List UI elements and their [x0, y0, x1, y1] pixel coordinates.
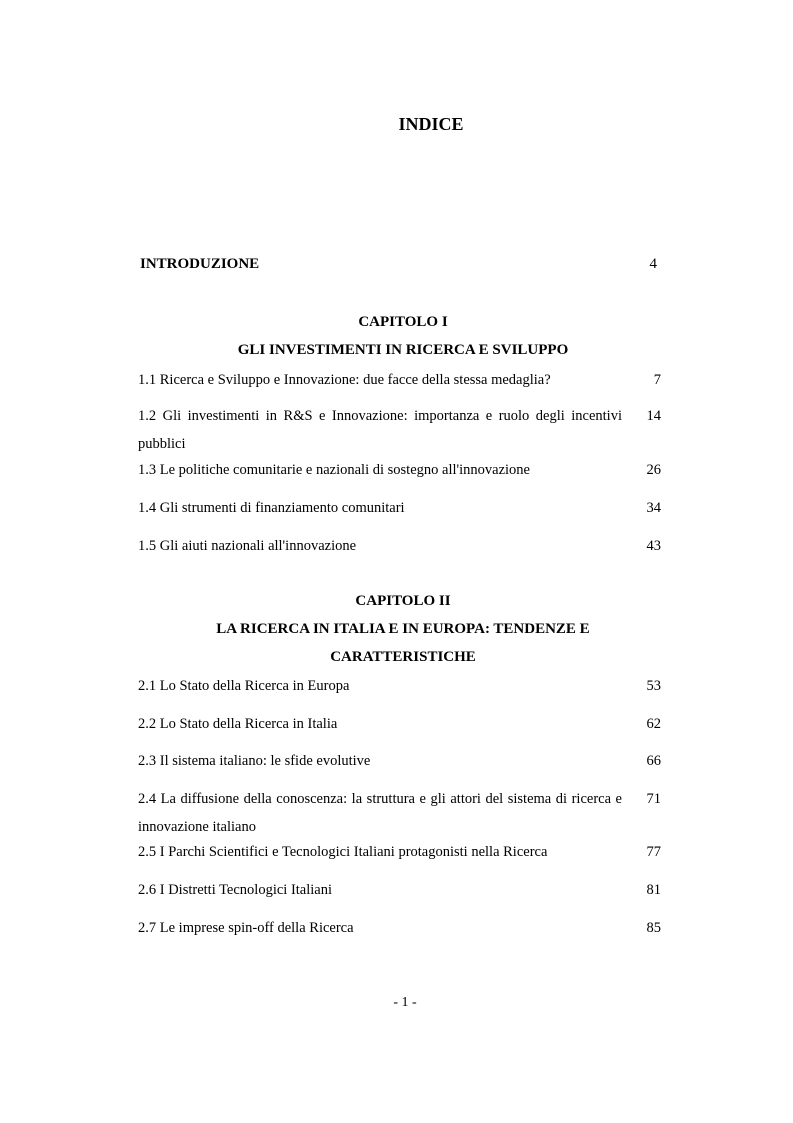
page-title: INDICE [398, 114, 464, 134]
toc-entry-2-3: 2.3 Il sistema italiano: le sfide evolutive [138, 753, 371, 769]
toc-page-1-5: 43 [646, 538, 661, 554]
toc-entry-1-2: 1.2 Gli investimenti in R&S e Innovazione: importanza e ruolo degli incentivi pubblici [138, 408, 622, 452]
chapter-2-title-line-2: CARATTERISTICHE [330, 649, 476, 665]
chapter-2-number: CAPITOLO II [355, 593, 451, 609]
toc-introduction-label: INTRODUZIONE [140, 256, 260, 272]
chapter-1-number: CAPITOLO I [358, 314, 448, 330]
toc-entry-2-7: 2.7 Le imprese spin-off della Ricerca [138, 920, 354, 936]
toc-page-1-3: 26 [646, 462, 661, 478]
chapter-2-title-line-1: LA RICERCA IN ITALIA E IN EUROPA: TENDENZE E [216, 621, 590, 637]
toc-page-2-5: 77 [646, 844, 661, 860]
toc-entry-1-3: 1.3 Le politiche comunitarie e nazionali di sostegno all'innovazione [138, 462, 530, 478]
page-number: - 1 - [393, 995, 417, 1010]
toc-page-2-7: 85 [646, 920, 661, 936]
toc-page-1-2: 14 [646, 408, 661, 424]
toc-entry-2-6: 2.6 I Distretti Tecnologici Italiani [138, 882, 333, 898]
toc-page-1-1: 7 [653, 372, 661, 388]
toc-entry-2-2: 2.2 Lo Stato della Ricerca in Italia [138, 716, 338, 732]
toc-entry-1-1: 1.1 Ricerca e Sviluppo e Innovazione: due facce della stessa medaglia? [138, 372, 551, 388]
toc-entry-2-1: 2.1 Lo Stato della Ricerca in Europa [138, 678, 350, 694]
toc-entry-2-4: 2.4 La diffusione della conoscenza: la struttura e gli attori del sistema di ricerca e innovazione italiano [138, 791, 622, 835]
toc-page-2-4: 71 [646, 791, 661, 807]
toc-page-2-3: 66 [646, 753, 661, 769]
chapter-1-title: GLI INVESTIMENTI IN RICERCA E SVILUPPO [237, 342, 569, 358]
toc-page-2-6: 81 [646, 882, 661, 898]
toc-page-1-4: 34 [646, 500, 661, 516]
toc-introduction-page: 4 [649, 256, 657, 272]
toc-entry-2-5: 2.5 I Parchi Scientifici e Tecnologici Italiani protagonisti nella Ricerca [138, 844, 548, 860]
toc-page-2-2: 62 [646, 716, 661, 732]
toc-page-2-1: 53 [646, 678, 661, 694]
toc-entry-1-4: 1.4 Gli strumenti di finanziamento comunitari [138, 500, 405, 516]
toc-entry-1-5: 1.5 Gli aiuti nazionali all'innovazione [138, 538, 357, 554]
